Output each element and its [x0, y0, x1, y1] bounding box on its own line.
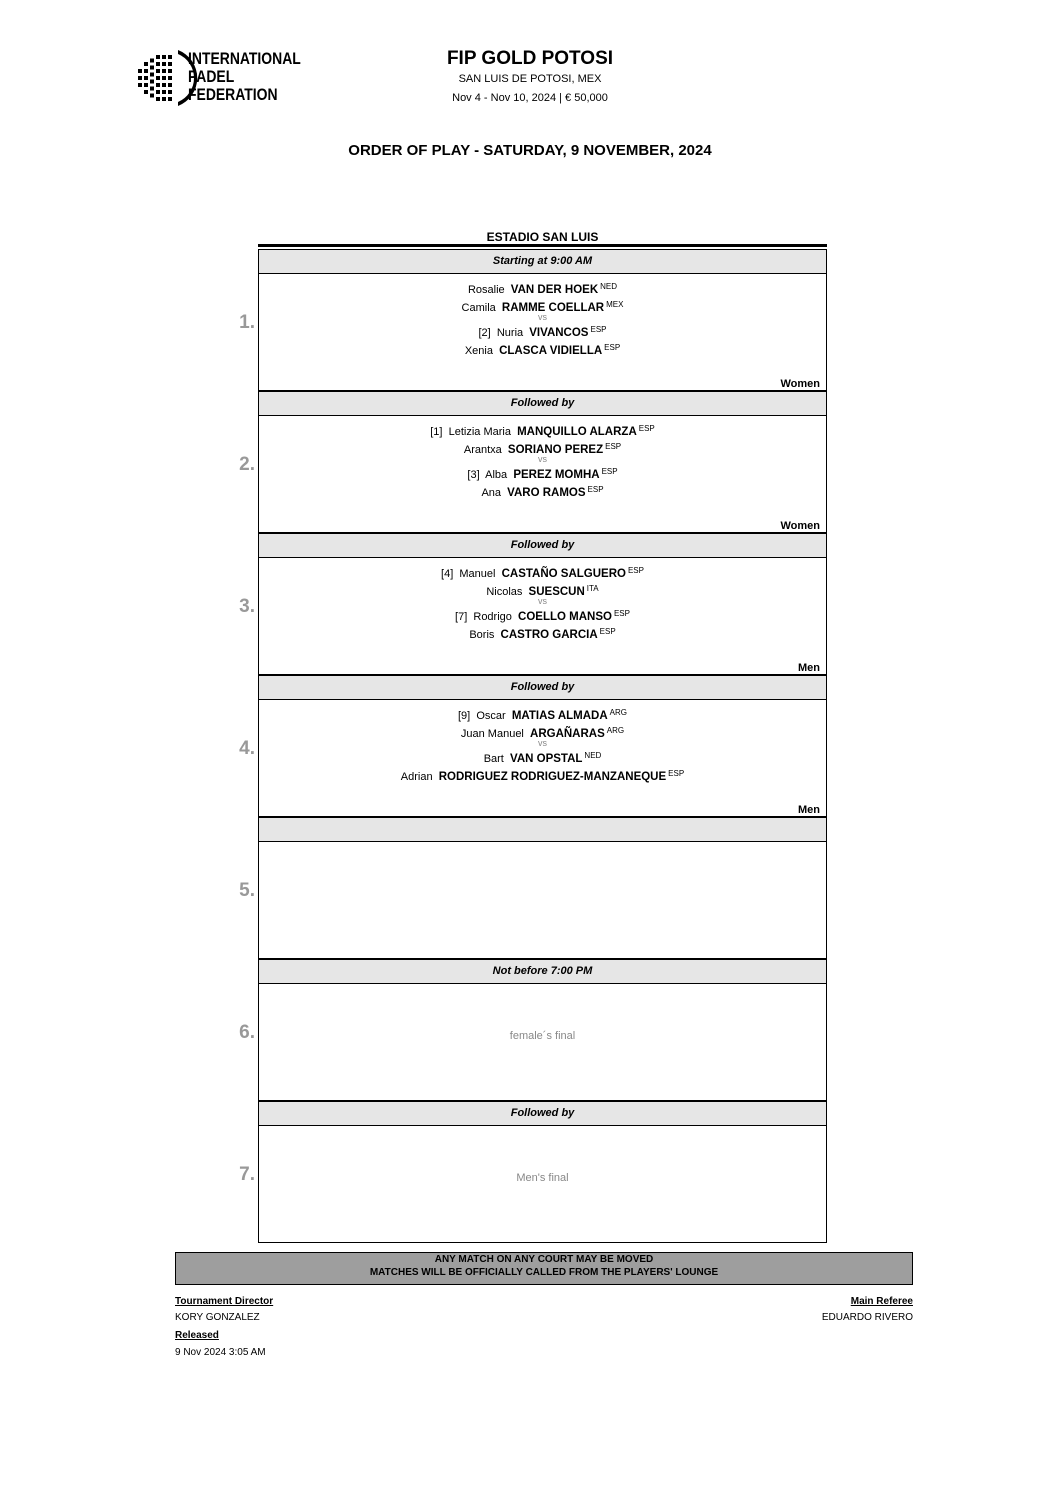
match-lineup — [259, 278, 826, 356]
player-last-name: VAN DER HOEK — [510, 284, 599, 296]
player-last-name: SUESCUN — [528, 585, 585, 598]
player-seed: [4] — [441, 568, 454, 580]
player-first-name: Nuria — [496, 327, 524, 339]
player-nationality: ESP — [601, 467, 618, 476]
match-box — [239, 416, 827, 533]
player-line — [259, 704, 826, 722]
court-name: ESTADIO SAN LUIS — [486, 230, 599, 244]
player-line — [259, 296, 826, 314]
player-line — [259, 623, 826, 641]
notice-banner — [175, 1252, 913, 1285]
player-first-name: Oscar — [476, 710, 506, 722]
player-seed: [7] — [455, 611, 468, 623]
player-last-name: CLASCA VIDIELLA — [499, 344, 603, 357]
player-last-name: VAN OPSTAL — [510, 753, 583, 765]
match-category: Men — [798, 804, 820, 816]
player-last-name: PEREZ MOMHA — [513, 469, 600, 481]
match-box — [239, 274, 827, 391]
player-first-name: Juan Manuel — [460, 727, 524, 740]
player-last-name: VARO RAMOS — [507, 486, 586, 499]
match-box — [239, 842, 827, 959]
match-note: Men's final — [516, 1172, 569, 1184]
referee-name: EDUARDO RIVERO — [821, 1312, 913, 1323]
player-first-name: Camila — [461, 301, 496, 314]
player-last-name: RAMME COELLAR — [501, 301, 605, 314]
player-line — [259, 722, 826, 740]
player-nationality: NED — [600, 282, 618, 291]
player-nationality: ARG — [606, 725, 625, 735]
match-lineup — [259, 704, 826, 782]
player-nationality: ESP — [638, 424, 655, 433]
slot-number: 4. — [239, 738, 255, 759]
referee-label: Main Referee — [850, 1296, 913, 1307]
player-last-name: SORIANO PEREZ — [507, 443, 604, 456]
player-first-name: Adrian — [400, 770, 433, 783]
player-line — [259, 420, 826, 438]
player-nationality: ESP — [604, 342, 621, 352]
versus-label: vs — [538, 738, 547, 748]
slot-number: 3. — [239, 596, 255, 617]
tournament-dates: Nov 4 - Nov 10, 2024 | € 50,000 — [452, 92, 608, 104]
slot-number: 1. — [239, 312, 255, 333]
player-nationality: MEX — [606, 299, 624, 309]
player-line — [259, 747, 826, 765]
player-first-name: Rosalie — [467, 284, 505, 296]
player-first-name: Alba — [485, 469, 508, 481]
court-divider — [258, 244, 827, 247]
released-value: 9 Nov 2024 3:05 AM — [175, 1347, 266, 1358]
player-line — [259, 278, 826, 296]
released-label: Released — [175, 1330, 219, 1341]
player-first-name: Letizia Maria — [448, 426, 511, 438]
slot-header: Followed by — [258, 391, 827, 416]
player-nationality: ESP — [590, 325, 607, 334]
slot-header — [258, 817, 827, 842]
player-line — [259, 562, 826, 580]
slot-header: Followed by — [258, 533, 827, 558]
player-last-name: RODRIGUEZ RODRIGUEZ-MANZANEQUE — [438, 770, 667, 783]
player-line — [259, 438, 826, 456]
slot-header: Followed by — [258, 675, 827, 700]
tournament-location: SAN LUIS DE POTOSI, MEX — [458, 73, 602, 85]
order-of-play-heading: ORDER OF PLAY - SATURDAY, 9 NOVEMBER, 2024 — [348, 142, 712, 159]
player-first-name: Ana — [481, 486, 502, 499]
player-seed: [3] — [467, 469, 480, 481]
player-last-name: CASTRO GARCIA — [500, 628, 598, 641]
player-line — [259, 765, 826, 783]
slot-header: Starting at 9:00 AM — [258, 249, 827, 274]
player-first-name: Xenia — [464, 344, 493, 357]
versus-label: vs — [538, 596, 547, 606]
player-nationality: ESP — [627, 566, 644, 575]
player-first-name: Rodrigo — [473, 611, 512, 623]
director-name: KORY GONZALEZ — [175, 1312, 260, 1323]
notice-line: ANY MATCH ON ANY COURT MAY BE MOVED — [434, 1254, 654, 1265]
match-category: Women — [780, 378, 820, 390]
player-line — [259, 580, 826, 598]
player-first-name: Manuel — [459, 568, 496, 580]
player-last-name: VIVANCOS — [529, 327, 589, 339]
match-lineup — [259, 420, 826, 498]
player-line — [259, 605, 826, 623]
player-last-name: CASTAÑO SALGUERO — [501, 568, 626, 580]
player-nationality: ESP — [605, 441, 622, 451]
slot-number: 7. — [239, 1164, 255, 1185]
player-line — [259, 463, 826, 481]
player-first-name: Arantxa — [463, 443, 502, 456]
player-line — [259, 321, 826, 339]
match-lineup — [259, 562, 826, 640]
player-first-name: Bart — [483, 753, 504, 765]
player-first-name: Nicolas — [486, 585, 523, 598]
player-seed: [2] — [478, 327, 491, 339]
player-nationality: ARG — [609, 708, 627, 717]
logo-wordmark: INTERNATIONAL PADEL FEDERATION — [188, 49, 301, 104]
match-box — [239, 984, 827, 1101]
match-box — [239, 558, 827, 675]
player-nationality: ESP — [668, 768, 685, 778]
player-last-name: MANQUILLO ALARZA — [517, 426, 637, 438]
match-category: Women — [780, 520, 820, 532]
player-seed: [9] — [458, 710, 471, 722]
player-last-name: COELLO MANSO — [518, 611, 612, 623]
player-seed: [1] — [430, 426, 443, 438]
player-line — [259, 339, 826, 357]
slot-number: 5. — [239, 880, 255, 901]
player-nationality: ESP — [613, 609, 630, 618]
notice-line: MATCHES WILL BE OFFICIALLY CALLED FROM THE PLAYERS' LOUNGE — [369, 1267, 719, 1278]
player-first-name: Boris — [469, 628, 495, 641]
match-category: Men — [798, 662, 820, 674]
tournament-title: FIP GOLD POTOSI — [446, 48, 614, 69]
slot-number: 6. — [239, 1022, 255, 1043]
player-nationality: ESP — [587, 484, 604, 494]
match-box — [239, 700, 827, 817]
director-label: Tournament Director — [175, 1296, 274, 1307]
slot-header: Not before 7:00 PM — [258, 959, 827, 984]
slot-header: Followed by — [258, 1101, 827, 1126]
slot-number: 2. — [239, 454, 255, 475]
match-box — [239, 1126, 827, 1243]
match-note: female´s final — [509, 1030, 576, 1042]
versus-label: vs — [538, 312, 547, 322]
player-last-name: MATIAS ALMADA — [511, 710, 608, 722]
player-nationality: ESP — [599, 626, 616, 636]
player-nationality: ITA — [586, 583, 599, 593]
player-nationality: NED — [584, 751, 602, 760]
player-last-name: ARGAÑARAS — [530, 727, 605, 740]
player-line — [259, 481, 826, 499]
versus-label: vs — [538, 454, 547, 464]
